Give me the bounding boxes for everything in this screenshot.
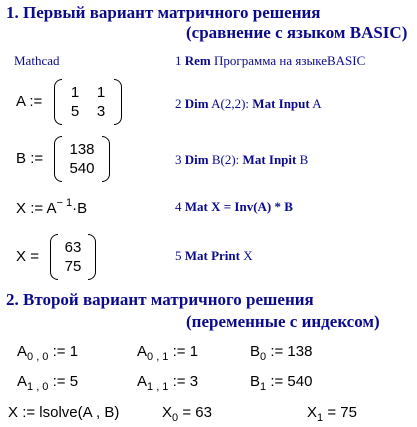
- assign-operator: :=: [52, 373, 66, 390]
- assign-operator: :=: [270, 373, 284, 390]
- math-x-result-label: [16, 248, 39, 265]
- operand: B: [77, 200, 88, 217]
- var-name: B: [250, 373, 261, 390]
- result-x1: [307, 404, 357, 424]
- subscript: 0 , 0: [27, 351, 49, 363]
- assign-operator: :=: [270, 343, 284, 360]
- var-name: A: [17, 343, 28, 360]
- var-name: A: [137, 343, 148, 360]
- value: 138: [287, 343, 313, 360]
- var-name: A: [16, 93, 26, 110]
- basic-text: A(2,2):: [208, 96, 253, 111]
- basic-keyword: Mat: [184, 199, 208, 214]
- matrix-cell: 75: [64, 258, 82, 276]
- right-paren: [88, 234, 96, 280]
- matrix-a: [54, 79, 122, 125]
- assign-operator: :=: [30, 150, 44, 167]
- basic-keyword: Mat Inpit: [242, 152, 297, 167]
- matrix-x-cells: [58, 234, 88, 280]
- basic-keyword: (A) * B: [253, 199, 293, 214]
- left-paren: [50, 234, 58, 280]
- var-name: X: [162, 404, 173, 421]
- left-paren: [54, 136, 62, 182]
- subscript: 1: [317, 412, 324, 424]
- inverse-exponent: − 1: [56, 197, 73, 209]
- matrix-cell: 3: [96, 103, 106, 121]
- matrix-b-cells: [62, 136, 102, 182]
- var-name: X: [8, 404, 19, 421]
- lsolve-expression: [8, 404, 119, 421]
- basic-line-number: 3: [175, 152, 185, 167]
- result-x0: [162, 404, 212, 424]
- matrix-x: [50, 234, 96, 280]
- basic-line-number: 4: [175, 199, 185, 214]
- basic-text: A: [309, 96, 322, 111]
- value: 75: [340, 404, 357, 421]
- value: 3: [189, 373, 199, 390]
- basic-line-number: 5: [175, 248, 185, 263]
- multiply-dot: ·: [72, 200, 78, 217]
- basic-line-number: 2: [175, 96, 185, 111]
- value: 540: [287, 373, 313, 390]
- var-name: X: [307, 404, 318, 421]
- subscript: 1 , 0: [27, 381, 49, 393]
- right-paren: [114, 79, 122, 125]
- basic-text: X: [239, 248, 253, 263]
- var-name: X: [16, 248, 27, 265]
- basic-keyword: Mat Input: [252, 96, 310, 111]
- var-name: A: [17, 373, 28, 390]
- basic-line-1: [175, 53, 365, 69]
- basic-keyword: Inv: [234, 199, 254, 214]
- assign-operator: :=: [30, 200, 44, 217]
- indexed-a01: [137, 343, 198, 363]
- matrix-cell: 1: [70, 83, 80, 101]
- assign-operator: :=: [52, 343, 66, 360]
- basic-line-4: [175, 199, 293, 215]
- assign-operator: :=: [29, 93, 43, 110]
- left-paren: [54, 79, 62, 125]
- subscript: 1 , 1: [147, 381, 169, 393]
- section1-subtitle: (сравнение с языком BASIC): [186, 23, 408, 42]
- matrix-cell: 5: [70, 103, 80, 121]
- basic-keyword: X =: [207, 199, 235, 214]
- basic-keyword: Dim: [184, 152, 209, 167]
- matrix-a-cells: [62, 79, 114, 125]
- math-b-label: [16, 150, 43, 167]
- indexed-a11: [137, 373, 198, 393]
- equals-operator: =: [327, 404, 337, 421]
- basic-keyword: Mat Print: [184, 248, 240, 263]
- mathcad-header: Mathcad: [14, 53, 60, 68]
- subscript: 1: [260, 381, 267, 393]
- section2-title: 2. Второй вариант матричного решения: [6, 290, 314, 309]
- value: 63: [195, 404, 212, 421]
- basic-line-5: [175, 248, 253, 264]
- value: 1: [69, 343, 79, 360]
- matrix-cell: 1: [96, 83, 106, 101]
- basic-keyword: Rem: [184, 53, 211, 68]
- indexed-b1: [250, 373, 312, 393]
- basic-comment: Программа на языкеBASIC: [214, 53, 366, 68]
- value: 1: [189, 343, 199, 360]
- right-paren: [102, 136, 110, 182]
- equals-operator: =: [182, 404, 192, 421]
- matrix-cell: 63: [64, 238, 82, 256]
- indexed-a10: [17, 373, 78, 393]
- assign-operator: :=: [172, 343, 186, 360]
- assign-operator: :=: [22, 404, 36, 421]
- value: 5: [69, 373, 79, 390]
- basic-text: B(2):: [208, 152, 243, 167]
- var-name: B: [16, 150, 27, 167]
- var-name: A: [137, 373, 148, 390]
- basic-line-number: 1: [175, 53, 182, 68]
- basic-keyword: Dim: [184, 96, 209, 111]
- matrix-cell: 540: [69, 160, 95, 178]
- basic-line-3: [175, 152, 308, 168]
- matrix-base: A: [46, 200, 57, 217]
- var-name: X: [16, 200, 27, 217]
- equals-operator: =: [30, 248, 39, 265]
- math-x-expression: [16, 197, 87, 217]
- lsolve-call: lsolve(A , B): [39, 404, 120, 421]
- indexed-a00: [17, 343, 78, 363]
- section2-subtitle: (переменные с индексом): [186, 312, 380, 331]
- var-name: B: [250, 343, 261, 360]
- assign-operator: :=: [172, 373, 186, 390]
- matrix-b: [54, 136, 110, 182]
- section1-title: 1. Первый вариант матричного решения: [6, 3, 321, 22]
- subscript: 0 , 1: [147, 351, 169, 363]
- math-a-label: [16, 93, 42, 110]
- subscript: 0: [172, 412, 179, 424]
- subscript: 0: [260, 351, 267, 363]
- matrix-cell: 138: [69, 140, 95, 158]
- basic-text: B: [296, 152, 309, 167]
- basic-line-2: [175, 96, 322, 112]
- indexed-b0: [250, 343, 312, 363]
